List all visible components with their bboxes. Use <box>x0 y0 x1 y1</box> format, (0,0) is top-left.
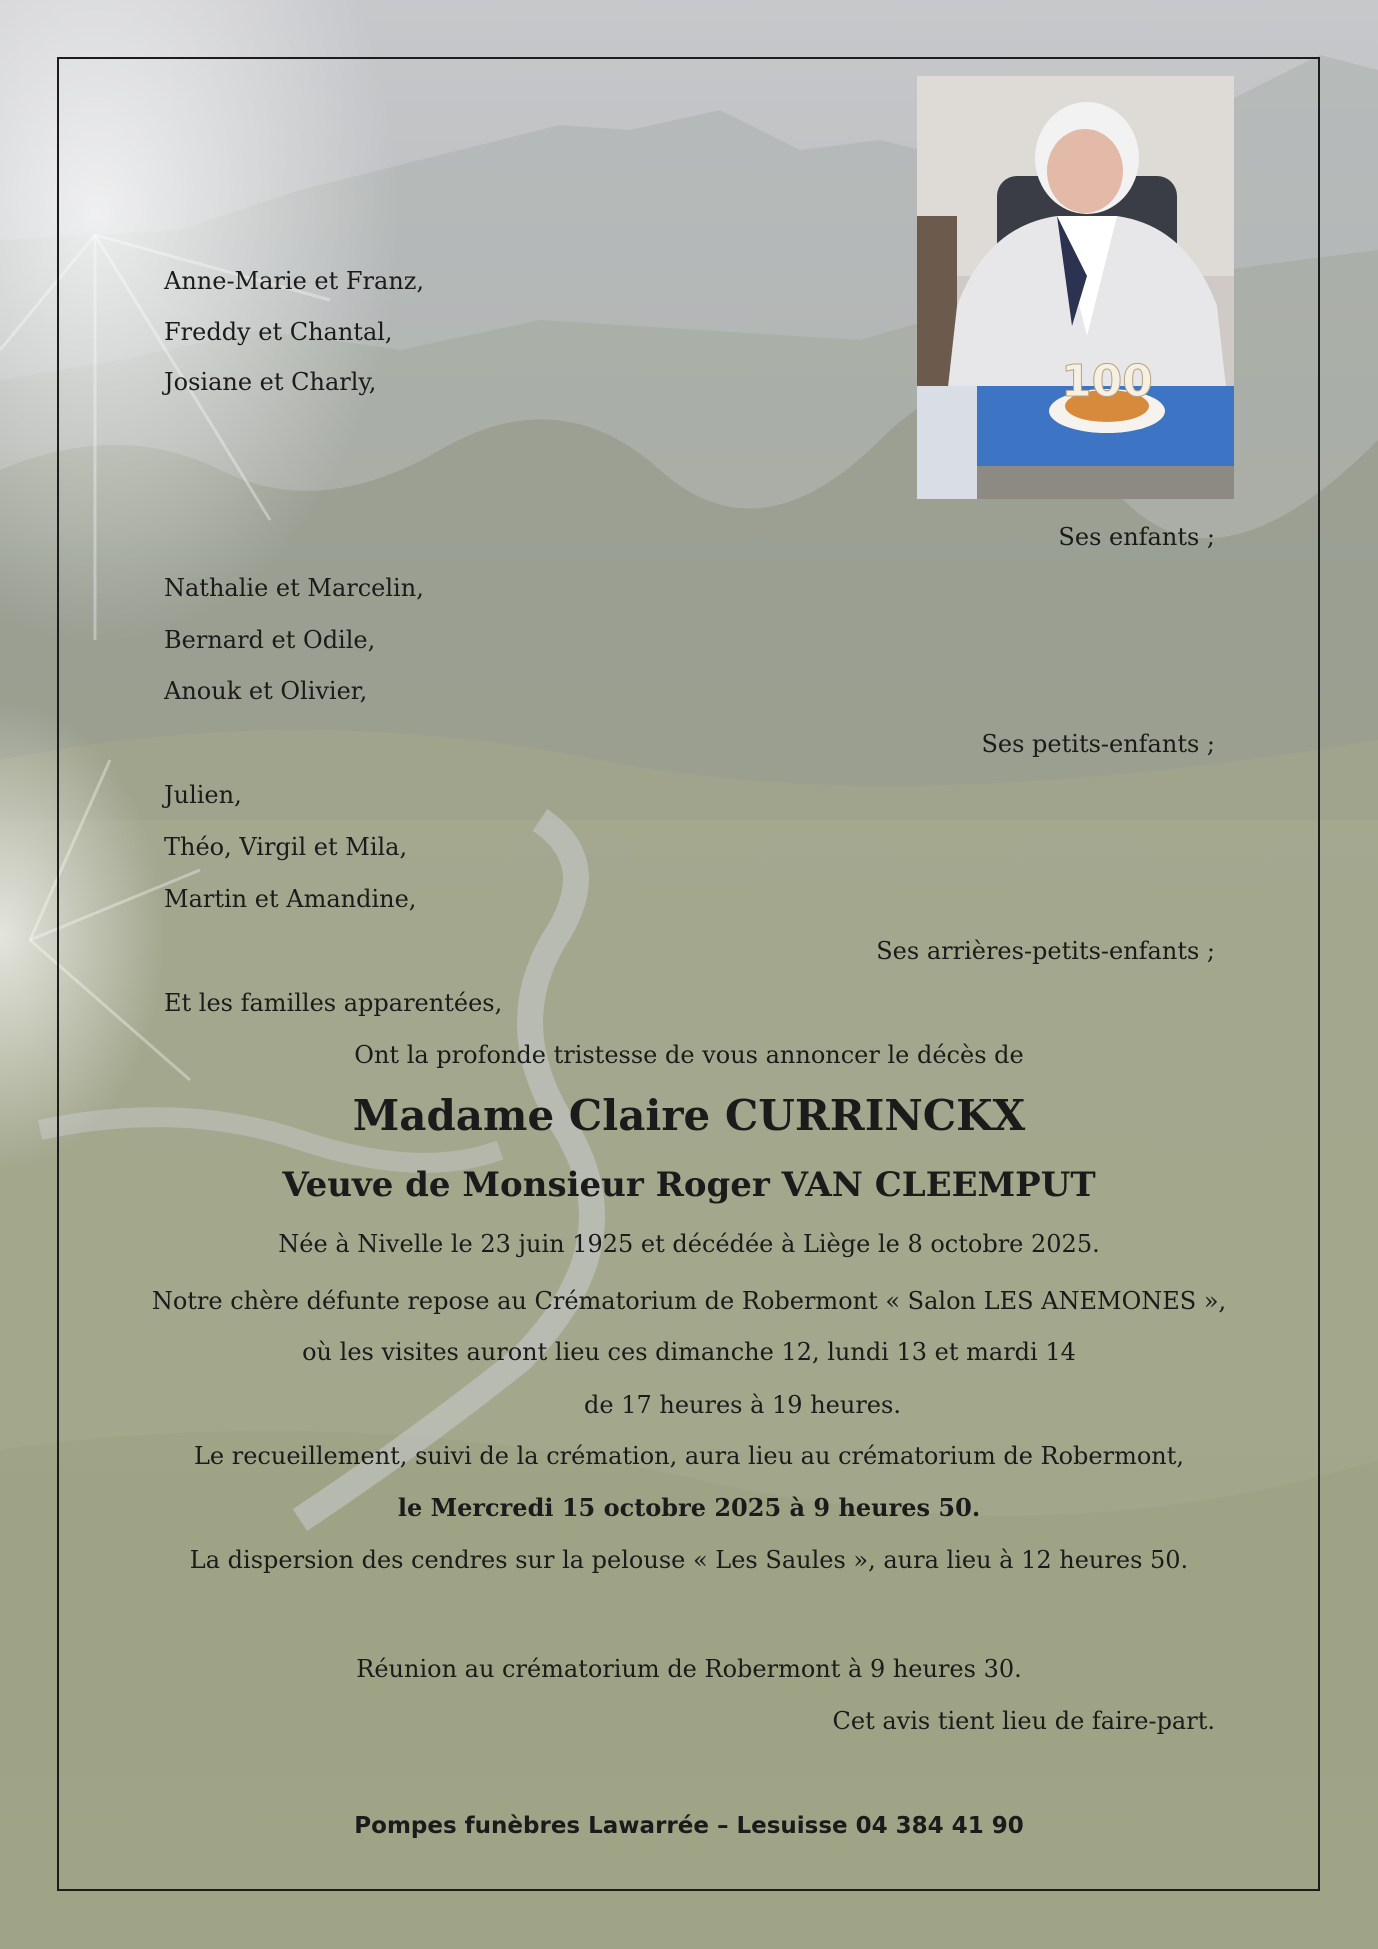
great-grandchild-3: Martin et Amandine, <box>164 885 417 913</box>
birth-death-dates: Née à Nivelle le 23 juin 1925 et décédée à Liège le 8 octobre 2025. <box>278 1230 1100 1258</box>
candle-number: 100 <box>1061 356 1153 407</box>
relatives-line: Et les familles apparentées, <box>164 989 503 1017</box>
child-couple-1: Anne-Marie et Franz, <box>164 267 425 295</box>
widow-line: Veuve de Monsieur Roger VAN CLEEMPUT <box>282 1165 1096 1205</box>
great-grandchild-1: Julien, <box>164 781 242 809</box>
grandchild-couple-3: Anouk et Olivier, <box>164 677 368 705</box>
funeral-home-footer: Pompes funèbres Lawarrée – Lesuisse 04 384 41 90 <box>354 1813 1024 1839</box>
children-label: Ses enfants ; <box>1058 523 1215 551</box>
grandchild-couple-2: Bernard et Odile, <box>164 626 376 654</box>
great-grandchild-2: Théo, Virgil et Mila, <box>164 833 408 861</box>
grandchildren-label: Ses petits-enfants ; <box>981 730 1215 758</box>
grandchild-couple-1: Nathalie et Marcelin, <box>164 574 424 602</box>
ceremony-date-line: le Mercredi 15 octobre 2025 à 9 heures 50. <box>397 1493 981 1522</box>
ceremony-line: Le recueillement, suivi de la crémation, aura lieu au crématorium de Robermont, <box>193 1442 1185 1470</box>
child-couple-2: Freddy et Chantal, <box>164 318 393 346</box>
child-couple-3: Josiane et Charly, <box>164 368 377 396</box>
notice-line: Cet avis tient lieu de faire-part. <box>832 1707 1215 1735</box>
intro-line: Ont la profonde tristesse de vous annoncer le décès de <box>354 1041 1024 1069</box>
great-grandchildren-label: Ses arrières-petits-enfants ; <box>876 937 1215 965</box>
rest-place-line: Notre chère défunte repose au Crématorium de Robermont « Salon LES ANEMONES », <box>151 1287 1227 1315</box>
ashes-line: La dispersion des cendres sur la pelouse « Les Saules », aura lieu à 12 heures 50. <box>189 1546 1189 1574</box>
visit-hours-line: de 17 heures à 19 heures. <box>584 1391 901 1419</box>
deceased-name: Madame Claire CURRINCKX <box>352 1091 1026 1140</box>
portrait-photo <box>917 76 1234 499</box>
meeting-line: Réunion au crématorium de Robermont à 9 heures 30. <box>356 1655 1022 1683</box>
visits-line: où les visites auront lieu ces dimanche 12, lundi 13 et mardi 14 <box>302 1338 1076 1366</box>
